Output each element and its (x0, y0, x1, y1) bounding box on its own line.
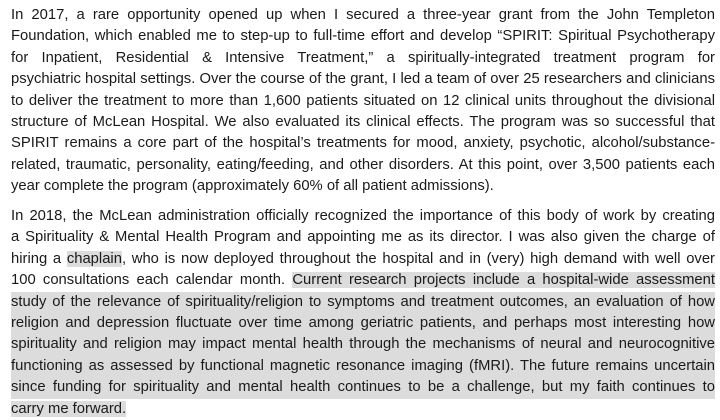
text-line: psychiatric hospital settings. Over the course of the grant, I led a team of over 25 researchers and clinicians (11, 71, 715, 88)
text-line: related, traumatic, personality, eating/feeding, and other disorders. At this point, over 3,500 patients each (11, 156, 715, 173)
text-segment: , who is now deployed throughout the hospital and in (very) high demand with well over (121, 250, 715, 267)
text-line (11, 399, 715, 420)
highlighted-line: since funding for spirituality and mental health continues to be a challenge, but my faith continues to (11, 377, 715, 398)
text-line (11, 270, 715, 291)
paragraph-spirit-program (11, 5, 715, 198)
text-line: In 2018, the McLean administration officially recognized the importance of this body of work by creating (11, 208, 715, 224)
text-line: structure of McLean Hospital. We also evaluated its clinical effects. The program was so successful that (11, 113, 715, 130)
text-segment: 100 consultations each calendar month. (11, 272, 293, 289)
text-line: In 2017, a rare opportunity opened up when I secured a three-year grant from the John Templeton (11, 7, 715, 23)
text-line: Foundation, which enabled me to step-up to full-time effort and develop “SPIRIT: Spiritual Psychotherapy (11, 28, 715, 45)
text-line: a Spirituality & Mental Health Program and appointing me as its director. I was also given the charge of (11, 229, 715, 246)
highlighted-line: functioning as assessed by functional magnetic resonance imaging (fMRI). The future remains uncertain (11, 356, 715, 377)
text-line: for Inpatient, Residential & Intensive Treatment,” a spiritually-integrated treatment program for (11, 49, 715, 66)
text-line: SPIRIT remains a core part of the hospital’s treatments for mood, anxiety, psychotic, alcohol/substance- (11, 135, 715, 152)
highlighted-word: chaplain (66, 250, 122, 267)
text-line: year complete the program (approximately 60% of all patient admissions). (11, 178, 494, 195)
highlighted-text: carry me forward. (11, 400, 127, 417)
text-segment: hiring a (11, 250, 67, 267)
highlighted-line: spirituality and religion may impact mental health through the mechanisms of neural and neurocognitive (11, 334, 715, 355)
text-line (11, 249, 715, 270)
paragraph-mental-health-program (11, 206, 715, 420)
text-line: to deliver the treatment to more than 1,600 patients situated on 12 clinical units throughout the divisional (11, 92, 715, 109)
highlighted-text: Current research projects include a hospital-wide assessment (292, 272, 715, 289)
highlighted-line: study of the relevance of spirituality/religion to symptoms and treatment outcomes, an evaluation of how (11, 292, 715, 313)
highlighted-line: religion and depression fluctuate over time among geriatric patients, and perhaps most interesting how (11, 313, 715, 334)
